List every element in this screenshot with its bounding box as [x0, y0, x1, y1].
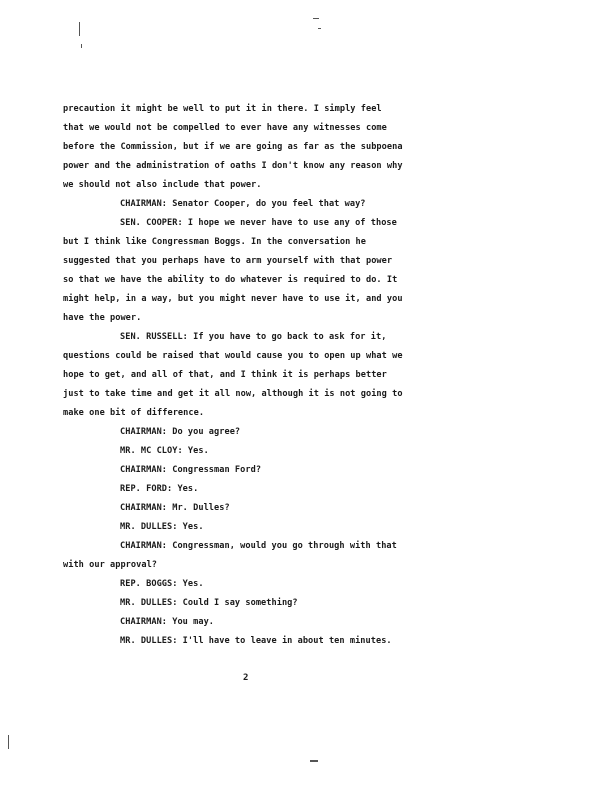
text-line: REP. BOGGS: Yes.: [120, 579, 204, 589]
text-line: REP. FORD: Yes.: [120, 484, 199, 494]
text-line: MR. DULLES: Yes.: [120, 522, 204, 532]
text-line: that we would not be compelled to ever have any witnesses come: [63, 123, 387, 133]
text-line: precaution it might be well to put it in there. I simply feel: [63, 104, 382, 114]
text-line: but I think like Congressman Boggs. In the conversation he: [63, 237, 366, 247]
text-line: CHAIRMAN: Senator Cooper, do you feel that way?: [120, 199, 366, 209]
scan-mark-left-edge: [8, 735, 9, 749]
text-line: we should not also include that power.: [63, 180, 262, 190]
text-line: SEN. RUSSELL: If you have to go back to ask for it,: [120, 332, 387, 342]
scan-mark-top-right: [313, 18, 319, 19]
text-line: CHAIRMAN: Mr. Dulles?: [120, 503, 230, 513]
text-line: MR. DULLES: Could I say something?: [120, 598, 298, 608]
text-line: MR. MC CLOY: Yes.: [120, 446, 209, 456]
text-line: so that we have the ability to do whatever is required to do. It: [63, 275, 398, 285]
text-line: just to take time and get it all now, although it is not going to: [63, 389, 403, 399]
text-line: MR. DULLES: I'll have to leave in about ten minutes.: [120, 636, 392, 646]
text-line: CHAIRMAN: Congressman, would you go through with that: [120, 541, 397, 551]
text-line: with our approval?: [63, 560, 158, 570]
scan-mark-bottom: [310, 760, 318, 762]
text-line: before the Commission, but if we are going as far as the subpoena: [63, 142, 403, 152]
text-line: suggested that you perhaps have to arm yourself with that power: [63, 256, 393, 266]
text-line: CHAIRMAN: You may.: [120, 617, 215, 627]
text-line: questions could be raised that would cause you to open up what we: [63, 351, 403, 361]
scan-mark-top-right-2: [318, 28, 321, 29]
scan-mark-top-left: [79, 22, 80, 36]
scan-mark-top-left-dot: [81, 44, 82, 48]
text-line: SEN. COOPER: I hope we never have to use any of those: [120, 218, 397, 228]
text-line: power and the administration of oaths I don't know any reason why: [63, 161, 403, 171]
text-line: make one bit of difference.: [63, 408, 205, 418]
text-line: might help, in a way, but you might never have to use it, and you: [63, 294, 403, 304]
text-line: have the power.: [63, 313, 142, 323]
text-line: CHAIRMAN: Do you agree?: [120, 427, 241, 437]
text-line: CHAIRMAN: Congressman Ford?: [120, 465, 262, 475]
text-line: hope to get, and all of that, and I think it is perhaps better: [63, 370, 387, 380]
page-number: 2: [243, 673, 249, 683]
